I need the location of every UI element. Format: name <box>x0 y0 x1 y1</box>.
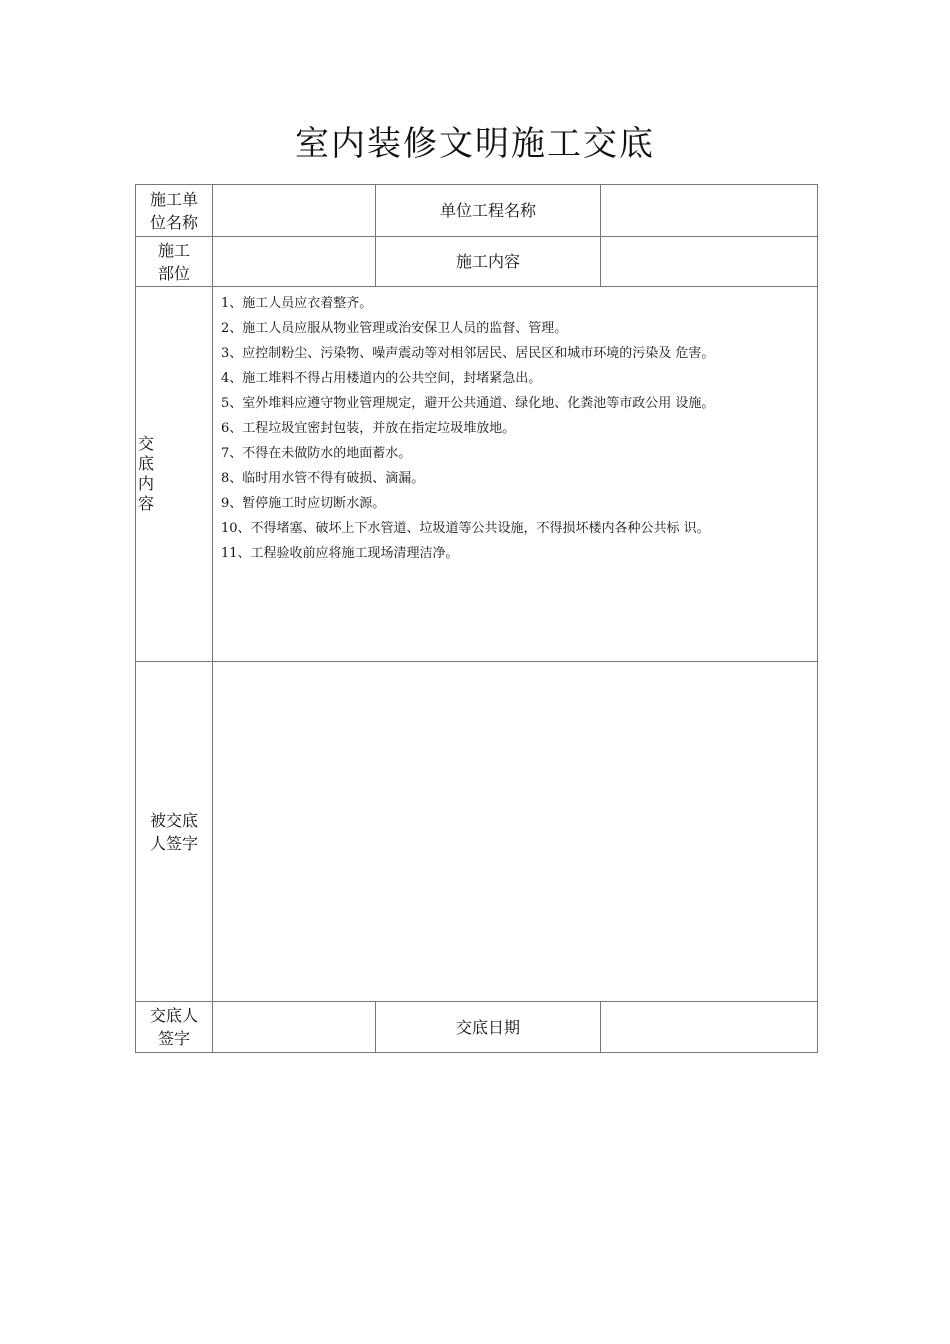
label-cell-disclosure <box>136 287 213 662</box>
discloser-signature-label: 交底人签字 <box>149 1006 198 1048</box>
label-cell-receiver <box>136 662 213 1002</box>
unit-name-field[interactable] <box>213 185 376 237</box>
unit-name-label: 施工单位名称 <box>149 189 198 232</box>
disclosure-items-cell <box>213 287 818 662</box>
disclosure-item: 6、工程垃圾宜密封包装，并放在指定垃圾堆放地。 <box>221 421 516 436</box>
disclosure-item: 9、暂停施工时应切断水源。 <box>221 496 386 511</box>
disclosure-date-label: 交底日期 <box>376 1002 601 1053</box>
disclosure-item: 10、不得堵塞、破坏上下水管道、垃圾道等公共设施，不得损坏楼内各种公共标 识。 <box>221 521 710 536</box>
label-cell-location <box>136 237 213 287</box>
content-label: 施工内容 <box>376 237 601 287</box>
label-cell-discloser <box>136 1002 213 1053</box>
disclosure-item: 11、工程验收前应将施工现场清理洁净。 <box>221 546 459 561</box>
disclosure-item: 1、施工人员应衣着整齐。 <box>221 296 373 311</box>
disclosure-item: 5、室外堆料应遵守物业管理规定，避开公共通道、绿化地、化粪池等市政公用 设施。 <box>221 396 715 411</box>
form-row-discloser <box>136 1002 818 1053</box>
disclosure-item: 7、不得在未做防水的地面蓄水。 <box>221 446 412 461</box>
document-title: 室内装修文明施工交底 <box>295 124 655 164</box>
receiver-signature-field[interactable] <box>213 662 818 1002</box>
disclosure-date-field[interactable] <box>601 1002 818 1053</box>
project-name-label: 单位工程名称 <box>376 185 601 237</box>
form-row-receiver <box>136 662 818 1002</box>
disclosure-item: 2、施工人员应服从物业管理或治安保卫人员的监督、管理。 <box>221 321 568 336</box>
disclosure-label: 交底内容 <box>138 434 155 513</box>
form-row-disclosure <box>136 287 818 662</box>
disclosure-form-table <box>135 184 818 1053</box>
location-field[interactable] <box>213 237 376 287</box>
disclosure-item: 3、应控制粉尘、污染物、噪声震动等对相邻居民、居民区和城市环境的污染及 危害。 <box>221 346 715 361</box>
discloser-signature-field[interactable] <box>213 1002 376 1053</box>
content-field[interactable] <box>601 237 818 287</box>
disclosure-item: 4、施工堆料不得占用楼道内的公共空间，封堵紧急出。 <box>221 371 542 386</box>
label-cell-unit-name <box>136 185 213 237</box>
receiver-signature-label: 被交底人签字 <box>149 810 198 853</box>
location-label: 施工部位 <box>157 240 190 283</box>
form-row-location <box>136 237 818 287</box>
project-name-field[interactable] <box>601 185 818 237</box>
disclosure-item: 8、临时用水管不得有破损、滴漏。 <box>221 471 425 486</box>
form-row-unit <box>136 185 818 237</box>
